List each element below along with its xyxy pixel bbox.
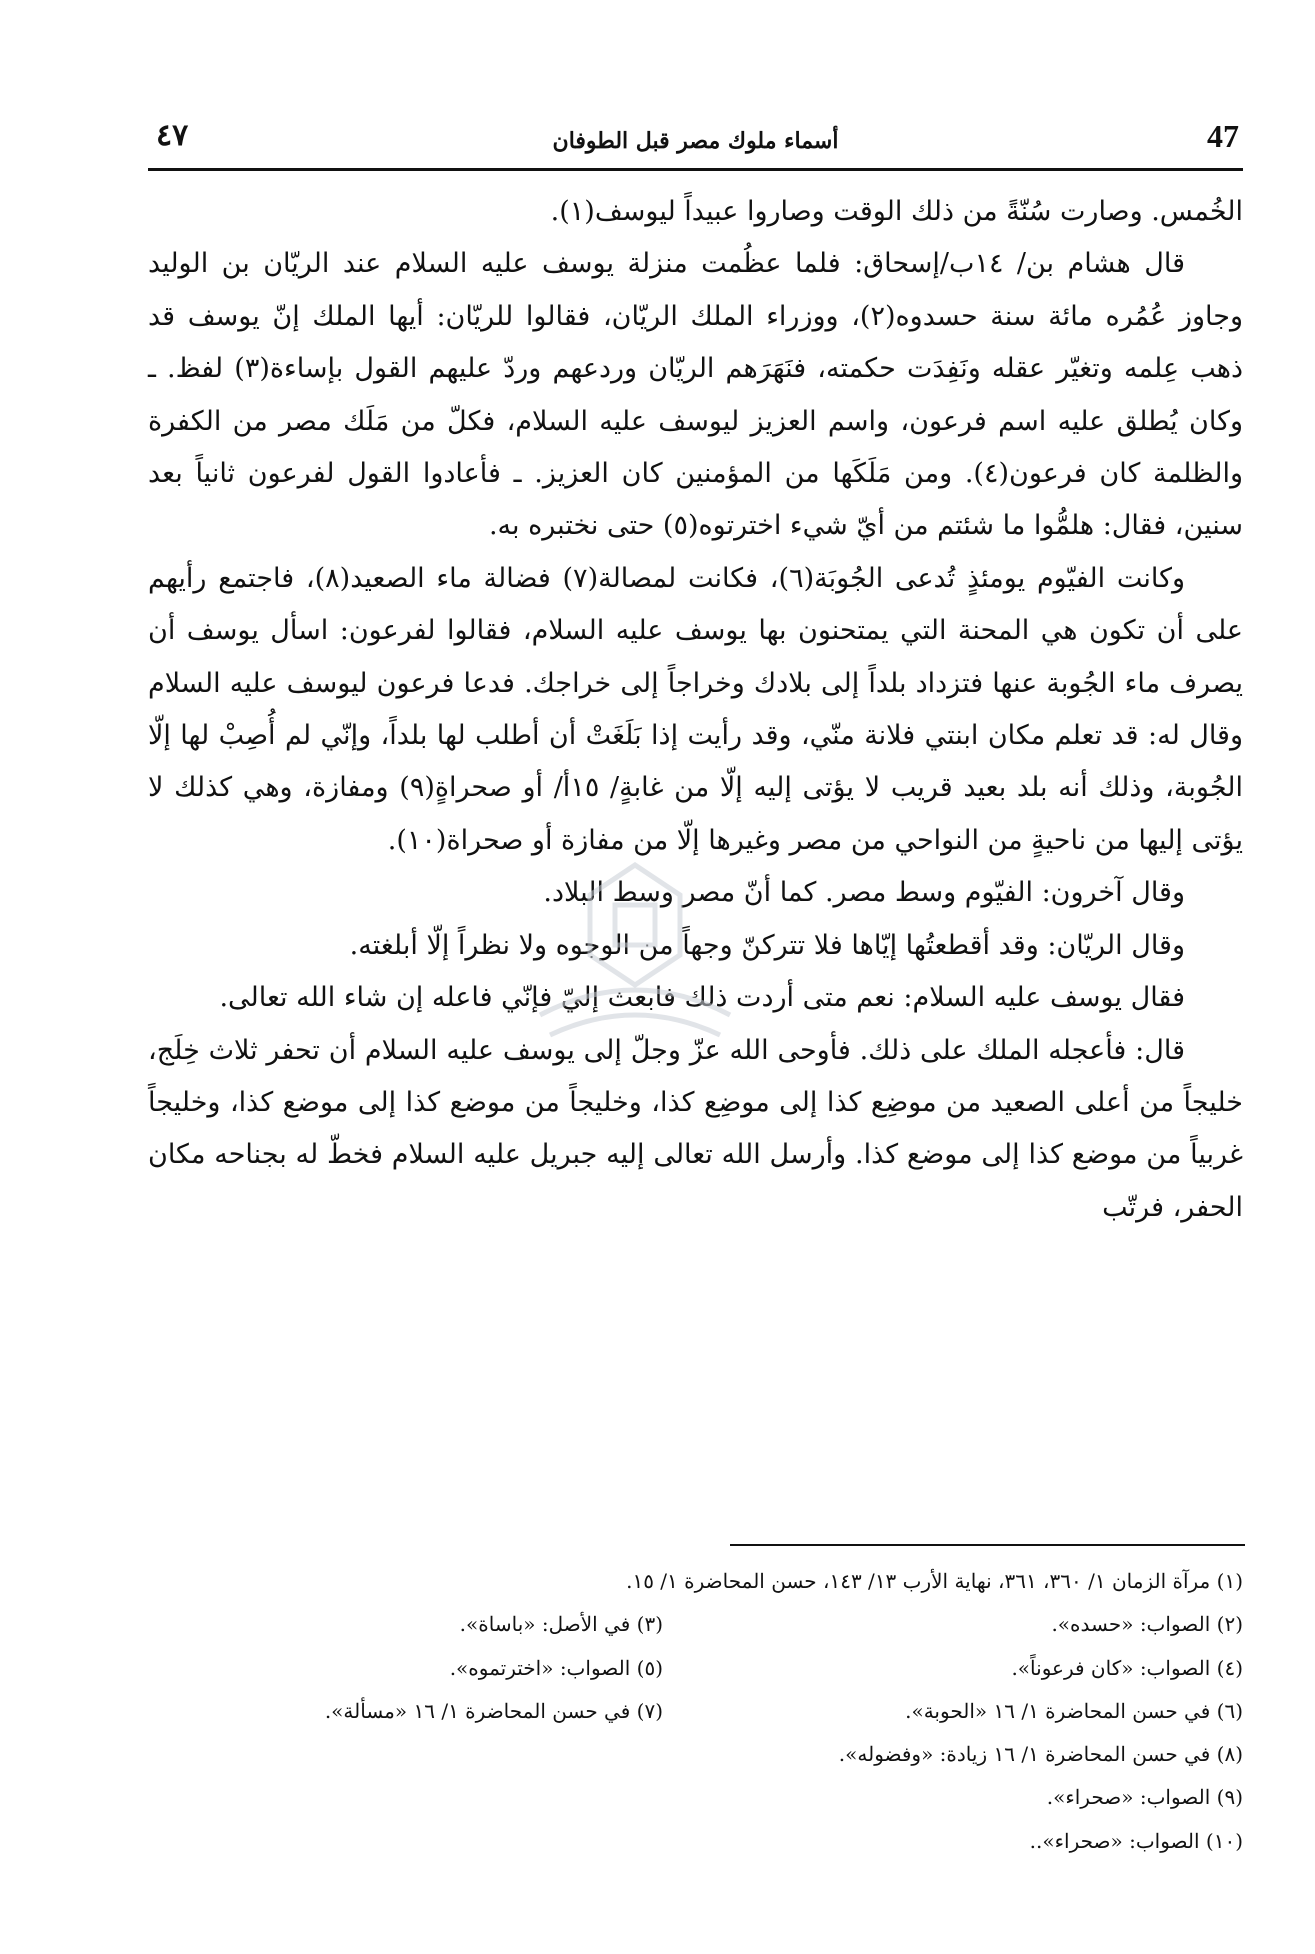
footnote: (١٠) الصواب: «صحراء».. <box>1029 1828 1243 1853</box>
page-number-arabic: ٤٧ <box>156 118 189 153</box>
footnote-row <box>148 1733 1243 1776</box>
page-number-latin: 47 <box>1207 118 1239 154</box>
footnote: (١) مرآة الزمان ١/ ٣٦٠، ٣٦١، نهاية الأرب ١٣/ ١٤٣، حسن المحاضرة ١/ ١٥. <box>626 1569 1243 1593</box>
main-text <box>148 186 1243 1234</box>
footnote: (٣) في الأصل: «باساة». <box>459 1612 663 1637</box>
running-title: أسماء ملوك مصر قبل الطوفان <box>552 128 839 154</box>
footnote: (٦) في حسن المحاضرة ١/ ١٦ «الحوبة». <box>905 1698 1243 1723</box>
footnote-row <box>148 1776 1243 1819</box>
footnote-row <box>148 1820 1243 1863</box>
footnote: (٢) الصواب: «حسده». <box>1051 1612 1243 1637</box>
paragraph: وكانت الفيّوم يومئذٍ تُدعى الجُوبَة(٦)، فكانت لمصالة(٧) فضالة ماء الصعيد(٨)، فاجتمع رأيهم على أن تكون هي المحنة التي يمتحنون بها يوسف عليه السلام، فقالوا لفرعون: اسأل يوسف أن يصرف ماء الجُوبة عنها فتزداد بلداً إلى بلادك وخراجاً إلى خراجك. فدعا فرعون ليوسف عليه السلام وقال له: قد تعلم مكان ابنتي فلانة منّي، وقد رأيت إذا بَلَغَتْ أن أطلب لها بلداً، وإنّي لم أُصِبْ لها إلّا الجُوبة، وذلك أنه بلد بعيد قريب لا يؤتى إليه إلّا من غابةٍ/ ١٥أ/ أو صحراةٍ(٩) ومفازة، وهي كذلك لا يؤتى إليها من ناحيةٍ من النواحي من مصر وغيرها إلّا من مفازة أو صحراة(١٠). <box>148 562 1243 856</box>
paragraph: قال هشام بن/ ١٤ب/إسحاق: فلما عظُمت منزلة يوسف عليه السلام عند الريّان بن الوليد وجاوز عُمُره مائة سنة حسدوه(٢)، ووزراء الملك الريّان، فقالوا للريّان: أيها الملك إنّ يوسف قد ذهب عِلمه وتغيّر عقله ونَفِدَت حكمته، فنَهَرَهم الريّان وردعهم وردّ عليهم القول بإساءة(٣) لفظ. ـ وكان يُطلق عليه اسم فرعون، واسم العزيز ليوسف عليه السلام، فكلّ من مَلَك مصر من الكفرة والظلمة كان فرعون(٤). ومن مَلَكَها من المؤمنين كان العزيز. ـ فأعادوا القول لفرعون ثانياً بعد سنين، فقال: هلمُّوا ما شئتم من أيّ شيء اخترتوه(٥) حتى نختبره به. <box>148 248 1243 542</box>
footnotes <box>148 1560 1243 1863</box>
footnote-row <box>148 1560 1243 1603</box>
footnote-row <box>148 1647 1243 1690</box>
footnote: (٧) في حسن المحاضرة ١/ ١٦ «مسألة». <box>324 1698 663 1723</box>
library-stamp-watermark <box>520 845 750 1055</box>
paragraph: وقال الريّان: وقد أقطعتُها إيّاها فلا تتركنّ وجهاً من الوجوه ولا نظراً إلّا أبلغته. <box>349 929 1185 961</box>
footnote: (٥) الصواب: «اخترتموه». <box>449 1655 663 1680</box>
page-header <box>148 112 1243 171</box>
paragraph: الخُمس. وصارت سُنّةً من ذلك الوقت وصاروا عبيداً ليوسف(١). <box>550 196 1243 227</box>
footnote-row <box>148 1690 1243 1733</box>
paragraph: قال: فأعجله الملك على ذلك. فأوحى الله عزّ وجلّ إلى يوسف عليه السلام أن تحفر ثلاث خِلَج، خليجاً من أعلى الصعيد من موضِع كذا إلى موضِع كذا، وخليجاً من موضع كذا إلى موضع كذا، وخليجاً غربياً من موضع كذا إلى موضع كذا. وأرسل الله تعالى إليه جبريل عليه السلام فخطّ له بجناحه مكان الحفر، فرتّب <box>148 1034 1243 1223</box>
paragraph: وقال آخرون: الفيّوم وسط مصر. كما أنّ مصر وسط البلاد. <box>543 877 1185 909</box>
footnote-row <box>148 1603 1243 1646</box>
paragraph: فقال يوسف عليه السلام: نعم متى أردت ذلك فابعث إليّ فإنّي فاعله إن شاء الله تعالى. <box>219 982 1185 1014</box>
footnote: (٨) في حسن المحاضرة ١/ ١٦ زيادة: «وفضوله». <box>838 1742 1243 1767</box>
footnote-separator <box>730 1544 1245 1546</box>
footnote: (٤) الصواب: «كان فرعوناً». <box>1011 1655 1243 1680</box>
footnote: (٩) الصواب: «صحراء». <box>1046 1785 1243 1810</box>
